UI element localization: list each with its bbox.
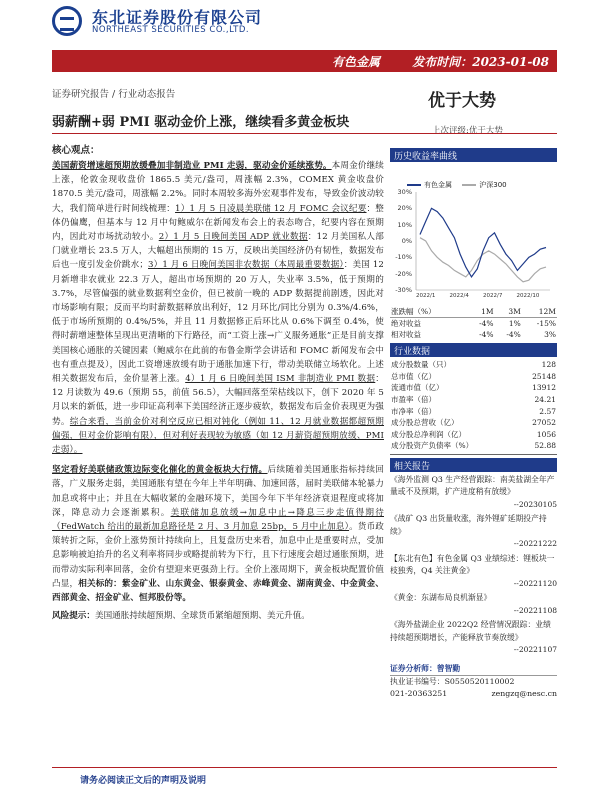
market-label: 成分股数量（只） xyxy=(391,360,451,370)
perf-header-12m: 12M xyxy=(522,306,557,318)
x-tick-label: 2022/7 xyxy=(483,293,503,299)
related-reports xyxy=(390,474,557,657)
report-item[interactable] xyxy=(390,553,557,591)
para2-text-b: 。货币政策转折之际，金价上涨势预计持续向上，且复盘历史来看，加息中止是重要时点，受加息影响被迫抬升的名义利率将同步或略提前转为下行，且下行速度会超过通胀预期，进而带动实际利率回落，金价有望迎来更强劲上行。全价上涨周期下，黄金板块配置价值凸显， xyxy=(52,522,385,589)
market-row xyxy=(390,440,557,452)
chart-plot xyxy=(390,162,557,302)
market-row xyxy=(390,394,557,406)
company-logo xyxy=(52,4,312,38)
report-item[interactable] xyxy=(390,513,557,551)
sector-label: 有色金属 xyxy=(332,55,381,69)
perf-header-label: 涨跌幅（%） xyxy=(390,306,467,318)
title-divider xyxy=(52,133,557,134)
perf-header-1m: 1M xyxy=(467,306,494,318)
performance-table xyxy=(390,306,557,340)
report-date: --20221108 xyxy=(513,605,557,615)
perf-cell: -4% xyxy=(479,319,494,328)
market-label: 流通市值（亿） xyxy=(391,383,444,393)
market-label: 成分股资产负债率（%） xyxy=(391,441,474,451)
paragraph-1 xyxy=(52,159,384,457)
perf-header-3m: 3M xyxy=(495,306,522,318)
para1-text-c: ：12 月美国私人部门就业增长 23.5 万人，大幅超出预期的 15 万，反映出美国经济仍有韧性，数据发布后也一度引发金价跳水； xyxy=(52,232,384,271)
logo-text-en: NORTHEAST SECURITIES CO.,LTD. xyxy=(92,25,250,35)
market-value: 24.21 xyxy=(534,395,556,405)
paragraph-2 xyxy=(52,463,384,605)
market-label: 市净率（倍） xyxy=(391,406,436,416)
market-value: 52.88 xyxy=(534,441,556,451)
market-row xyxy=(390,371,557,383)
perf-cell: -4% xyxy=(479,330,494,339)
para1-point-3: 3）1 月 6 日晚间美国非农数据（本周最重要数据） xyxy=(148,260,344,271)
para1-text-b: ：整体仍偏鹰，但基本与 12 月中旬鲍威尔在新闻发布会上的表态吻合，纪要内容在预期内，因此对市场扰动较小。 xyxy=(52,203,384,243)
risk-text: 美国通胀持续超预期、全球货币紧缩超预期、美元升值。 xyxy=(94,611,310,622)
market-value: 128 xyxy=(541,360,556,370)
market-label: 市盈率（倍） xyxy=(391,395,436,405)
para2-path: 美联储加息放缓→加息中止→降息三步走值得期待（FedWatch 给出的最新加息路径是 2 月、3 月加息 25bp，5 月中止加息） xyxy=(52,507,384,533)
chart-section-header: 历史收益率曲线 xyxy=(390,148,557,162)
report-title-link[interactable]: 【东北有色】有色金属 Q3 业绩综述：锂板块一枝独秀，Q4 关注黄金》 xyxy=(390,553,555,576)
para1-point-2: 2）1 月 5 日晚间美国 ADP 就业数据 xyxy=(158,232,308,243)
x-tick-label: 2022/10 xyxy=(516,293,540,299)
market-section-header: 行业数据 xyxy=(390,343,557,357)
header-bar xyxy=(52,50,557,72)
market-value: 1056 xyxy=(536,429,556,439)
return-chart xyxy=(390,162,557,302)
market-table xyxy=(390,359,557,452)
breadcrumb: 证券研究报告 / 行业动态报告 xyxy=(52,89,176,100)
report-title-link[interactable]: 《海外监测 Q3 生产经营跟踪：南美盐湖全年产量或不及预期，扩产进度稍有放缓》 xyxy=(390,474,555,497)
para1-lead: 美国薪资增速超预期放缓叠加非制造业 PMI 走弱，驱动金价延续涨势。 xyxy=(52,161,332,171)
legend-label-series-1: 有色金属 xyxy=(424,181,452,189)
market-label: 总市值（亿） xyxy=(391,371,436,381)
y-tick-label: 10% xyxy=(397,220,412,229)
perf-cell: 1% xyxy=(508,319,521,328)
para2-targets: 相关标的：紫金矿业、山东黄金、银泰黄金、赤峰黄金、湖南黄金、中金黄金、西部黄金、招金矿业、恒邦股份等。 xyxy=(52,578,384,604)
market-row xyxy=(390,382,557,394)
report-title-link[interactable]: 《海外盐湖企业 2022Q2 经营情况跟踪：业绩持续超预期增长，产能释放节奏放缓》 xyxy=(390,620,551,642)
market-row xyxy=(390,359,557,371)
footer-divider xyxy=(52,767,557,768)
market-value: 13912 xyxy=(532,383,556,393)
legend-label-series-2: 沪深300 xyxy=(479,181,507,189)
para1-text-e: ：12 月读数为 49.6（预期 55，前值 56.5），大幅回落至荣枯线以下，创下 2020 年 5 月以来的新低，进一步印证高利率下美国经济正逐步疲软，数据发布后金价表现更为强势。 xyxy=(52,374,384,427)
perf-row-relative xyxy=(390,329,557,340)
x-tick-label: 2022/4 xyxy=(449,293,469,299)
logo-text-cn: 东北证券股份有限公司 xyxy=(92,8,263,27)
market-row xyxy=(390,429,557,441)
para1-point-4: 4）1 月 6 日晚间美国 ISM 非制造业 PMI 数据 xyxy=(185,374,376,385)
report-title-link[interactable]: 《战矿 Q3 出货量收涨，海外锂矿延期投产持续》 xyxy=(390,514,547,536)
market-value: 27052 xyxy=(532,418,556,428)
report-date: --20221107 xyxy=(513,645,557,655)
y-tick-label: -10% xyxy=(395,253,412,262)
para1-text-a: 本周金价继续上涨，伦敦金现收盘价 1865.5 美元/盎司，周涨幅 2.3%，COMEX 黄金收盘价 1870.5 美元/盎司，周涨幅 2.2%。同时本周较多海外宏观事件发布，导致金价波动较大，我们简单进行时间线梳理： xyxy=(52,161,384,214)
para2-text-a: 后续随着美国通胀指标持续回落，广义服务走弱，美国通胀有望在今年上半年明确、加速回落，届时美联储本轮暴力加息或将中止；并且在大幅收紧的金融环境下，美国今年下半年经济衰退程度或将加深，降息动力会逐渐累积。 xyxy=(52,465,384,518)
analyst-info xyxy=(390,663,557,700)
perf-cell: -15% xyxy=(536,319,556,328)
y-tick-label: 30% xyxy=(397,188,412,196)
logo-mark-icon xyxy=(52,6,82,36)
para1-text-d: ：美国 12 月新增非农就业 22.3 万人，超出市场预期的 20 万人，失业率 3.5%，低于预期的 3.7%，尽管偏强的就业数据利空金价，但已被前一晚的 ADP 数据提前剧透，因此对市场影响有限；反而平均时薪数据释放出利好，12 月环比/同比分别为 0.3%/4.6%，低于市场所预期的 0.4%/5%，并且 11 月数据修正后环比从 0.6%下调至 0.4%，使得时薪增速整体呈现出更清晰的下行路径，而“工资上涨→广义服务通胀”正是目前支撑美国核心通胀的关键因素（鲍威尔在此前的布鲁金斯学会讲话和 FOMC 新闻发布会中也有重点提及），因此工资增速放缓有助于通胀加速下行，带动美联储立场软化。上述相关数据发布后，金价显著上涨。 xyxy=(52,260,384,385)
footer-disclaimer[interactable]: 请务必阅读正文后的声明及说明 xyxy=(80,776,207,786)
x-tick-label: 2022/1 xyxy=(416,293,436,299)
report-date: --20230105 xyxy=(513,499,557,509)
report-item[interactable] xyxy=(390,474,557,512)
rating-badge: 优于大势 xyxy=(428,91,496,111)
market-data xyxy=(390,359,557,455)
report-date: --20221222 xyxy=(513,539,557,549)
analyst-heading: 证券分析师：曾智勤 xyxy=(390,663,557,676)
market-label: 成分股总营收（亿） xyxy=(391,418,459,428)
report-title-link[interactable]: 《黄金：东湖布局良机渐显》 xyxy=(390,593,492,603)
analyst-cert: 执业证书编号：S0550520110002 xyxy=(390,676,515,686)
para2-lead: 坚定看好美联储政策边际变化催化的黄金板块大行情。 xyxy=(52,465,268,476)
y-tick-label: -30% xyxy=(395,286,412,294)
perf-row-label: 绝对收益 xyxy=(391,319,421,328)
y-tick-label: 0% xyxy=(401,237,412,245)
y-tick-label: -20% xyxy=(395,269,412,278)
report-item[interactable] xyxy=(390,592,557,617)
perf-cell: 3% xyxy=(544,330,556,339)
related-section-header: 相关报告 xyxy=(390,458,557,472)
report-item[interactable] xyxy=(390,619,557,657)
analyst-email[interactable]: zengzq@nesc.cn xyxy=(491,688,557,698)
analyst-contact xyxy=(390,688,557,700)
perf-row-label: 相对收益 xyxy=(391,330,421,339)
para1-summary: 综合来看，当前金价对利空反应已相对钝化（例如 11、12 月就业数据都超预期偏强，但对金价影响有限），但对利好表现较为敏感（如 12 月薪资超预期放缓、PMI 走弱）。 xyxy=(52,416,384,456)
market-value: 2.57 xyxy=(539,406,556,416)
para1-point-1: 1）1 月 5 日凌晨美联储 12 月 FOMC 会议纪要 xyxy=(175,203,367,214)
risk-note xyxy=(52,609,384,623)
core-heading: 核心观点： xyxy=(52,145,100,156)
market-row xyxy=(390,417,557,429)
y-tick-label: 20% xyxy=(397,204,412,213)
main-content xyxy=(52,142,384,623)
analyst-phone: 021-20363251 xyxy=(390,688,448,698)
market-label: 成分股总净利润（亿） xyxy=(391,429,466,439)
series-line-1 xyxy=(420,208,546,277)
report-date: --20221120 xyxy=(513,578,557,588)
market-value: 25148 xyxy=(532,371,556,381)
risk-label: 风险提示： xyxy=(52,611,95,622)
release-date: 发布时间：2023-01-08 xyxy=(412,55,549,69)
perf-cell: -4% xyxy=(506,330,521,339)
market-row xyxy=(390,405,557,417)
perf-row-absolute xyxy=(390,318,557,330)
previous-rating: 上次评级:优于大势 xyxy=(432,126,503,136)
report-title: 弱薪酬+弱 PMI 驱动金价上涨，继续看多黄金板块 xyxy=(52,115,350,130)
sidebar xyxy=(390,148,557,700)
